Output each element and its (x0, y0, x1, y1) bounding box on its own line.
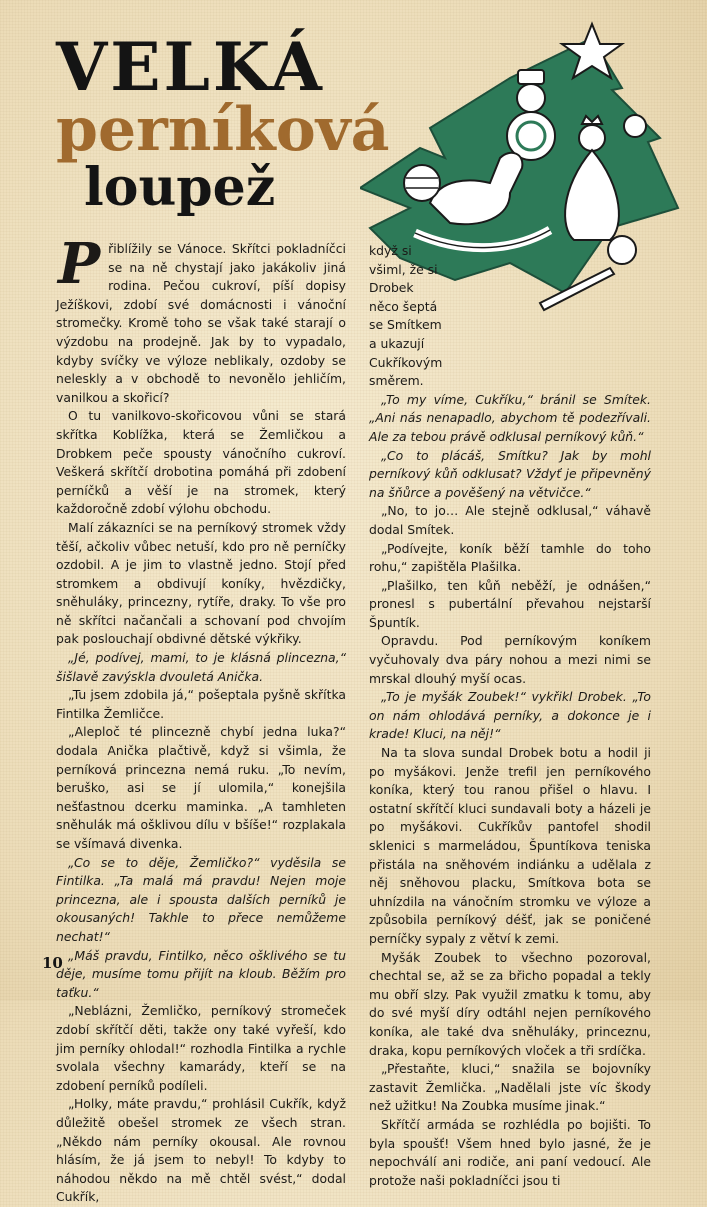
page-number: 10 (42, 954, 63, 972)
paragraph: „Jé, podívej, mami, to je klásná plincezna,“ šišlavě zavýskla dvouletá Anička. (56, 650, 346, 684)
paragraph: „Co to plácáš, Smítku? Jak by mohl perníkový kůň odklusat? Vždyť je připevněný na šňůrce a pověšený na větvičce.“ (369, 447, 651, 500)
paragraph: „To my víme, Cukříku,“ bránil se Smítek. „Ani nás nenapadlo, abychom tě podezřívali. Ale za tebou právě odklusal perníkový kůň.“ (369, 391, 651, 444)
paragraph: Skřítčí armáda se rozhlédla po bojišti. To byla spoušť! Všem hned bylo jasné, že je nepochválí ani rodiče, ani paní vedoucí. Ale protože naši pokladníčci jsou ti (369, 1116, 651, 1188)
paragraph: „Přestaňte, kluci,“ snažila se bojovníky zastavit Žemlička. „Nadělali jste víc škody než užitku! Na Zoubka musíme jinak.“ (369, 1061, 651, 1114)
drop-cap: P (58, 231, 101, 297)
paragraph: když si všiml, že si Drobek něco šeptá se Smítkem a ukazují Cukříkovým směrem. (369, 243, 443, 389)
left-text-column (56, 231, 346, 1207)
paragraph: „To je myšák Zoubek!“ vykřikl Drobek. „To on nám ohlodává perníky, a dokonce je i krade! Kluci, na něj!“ (369, 689, 651, 742)
paragraph: „No, to jo… Ale stejně odklusal,“ váhavě dodal Smítek. (369, 503, 651, 537)
paragraph: Na ta slova sundal Drobek botu a hodil ji po myšákovi. Jenže trefil jen perníkového koníka, který tou ranou přišel o hlavu. I ostatní skřítčí kluci sundavali boty a házeli je po myšákovi. Cukříkův pantofel shodil sklenici s marmeládou, Špuntíkova teniska přistála na sněhovém indiánku a udělala z něj sněhovou placku, Smítkova bota se uhnízdila na vánočním stromku ve výloze a způsobila perníkový déšť, jak se poničené perníčky sypaly z větví k zemi. (369, 745, 651, 946)
paragraph: Opravdu. Pod perníkovým koníkem vyčuhovaly dva páry nohou a mezi nimi se mrskal dlouhý myší ocas. (369, 633, 651, 686)
right-text-column (369, 242, 651, 1190)
paragraph: „Tu jsem zdobila já,“ pošeptala pyšně skřítka Fintilka Žemličce. (56, 687, 346, 721)
paragraph: Myšák Zoubek to všechno pozoroval, chechtal se, až se za břicho popadal a tekly mu obří slzy. Pak využil zmatku k tomu, aby do své myší díry odtáhl nejen perníkového koníka, ale také dva sněhuláky, princeznu, draka, kopu perníkových vloček a tři srdíčka. (369, 949, 651, 1058)
paragraph: „Neblázni, Žemličko, perníkový stromeček zdobí skřítčí děti, takže ony také vyřeší, kdo jim perníky ohlodal!“ rozhodla Fintilka a rychle svolala všechny kamarády, kteří se na zdobení perníků podíleli. (56, 1003, 346, 1093)
title-line-3: loupež (84, 157, 276, 218)
paragraph: Přiblížily se Vánoce. Skřítci pokladníčci se na ně chystají jako jakákoliv jiná rodina. Pečou cukroví, píší dopisy Ježíškovi, zdobí své domácnosti i vánoční stromečky. Kromě toho se však také starají o výzdobu na prodejně. Jak by to vypadalo, kdyby svíčky ve výloze neblikaly, ozdoby se neleskly a v obchodě to nevonělo jehličím, vanilkou a skořicí? (56, 231, 346, 405)
paragraph: Malí zákazníci se na perníkový stromek vždy těší, ačkoliv vůbec netuší, kdo pro ně perníčky ozdobil. A je jim to vlastně jedno. Stojí před stromkem a obdivují koníky, hvězdičky, sněhuláky, princezny, rytíře, draky. To vše pro ně skřítci načančali a schovaní pod chvojím pak poslouchají obdivné dětské výkřiky. (56, 519, 346, 647)
paragraph: „Plašilko, ten kůň neběží, je odnášen,“ pronesl s pubertální převahou nejstarší Špuntík. (369, 577, 651, 630)
paragraph: „Podívejte, koník běží tamhle do toho rohu,“ zapištěla Plašilka. (369, 540, 651, 575)
paragraph: „Co se to děje, Žemličko?“ vyděsila se Fintilka. „Ta malá má pravdu! Nejen moje princezna, ale i spousta dalších perníků je okousaných! Takhle to přece nemůžeme nechat!“ (56, 854, 346, 944)
title-line-2: perníková (56, 95, 390, 165)
paragraph: „Holky, máte pravdu,“ prohlásil Cukřík, když důležitě obešel stromek ze všech stran. „Někdo nám perníky okousal. Ale rovnou hlásím, že já jsem to nebyl! To kdyby to náhodou někdo na mě chtěl svést,“ dodal Cukřík, (56, 1096, 346, 1205)
paragraph: „Aleploč té plincezně chybí jedna luka?“ dodala Anička plačtivě, když si všimla, že perníková princezna nemá ruku. „To nevím, beruško, asi se jí ulomila,“ konejšila nešťastnou dcerku maminka. „A tamhleten sněhulák má ošklivou dílu v bšíše!“ rozplakala se všímavá divenka. (56, 724, 346, 851)
paragraph: O tu vanilkovo-skořicovou vůni se stará skřítka Koblížka, která se Žemličkou a Drobkem peče spousty vánočního cukroví. Veškerá skřítčí drobotina pomáhá při zdobení perníčků a věší je na stromek, který každoročně zdobí výlohu obchodu. (56, 408, 346, 517)
title-line-1: VELKÁ (56, 28, 325, 106)
paragraph: „Máš pravdu, Fintilko, něco ošklivého se tu děje, musíme tomu přijít na kloub. Běžím pro taťku.“ (56, 947, 346, 1000)
